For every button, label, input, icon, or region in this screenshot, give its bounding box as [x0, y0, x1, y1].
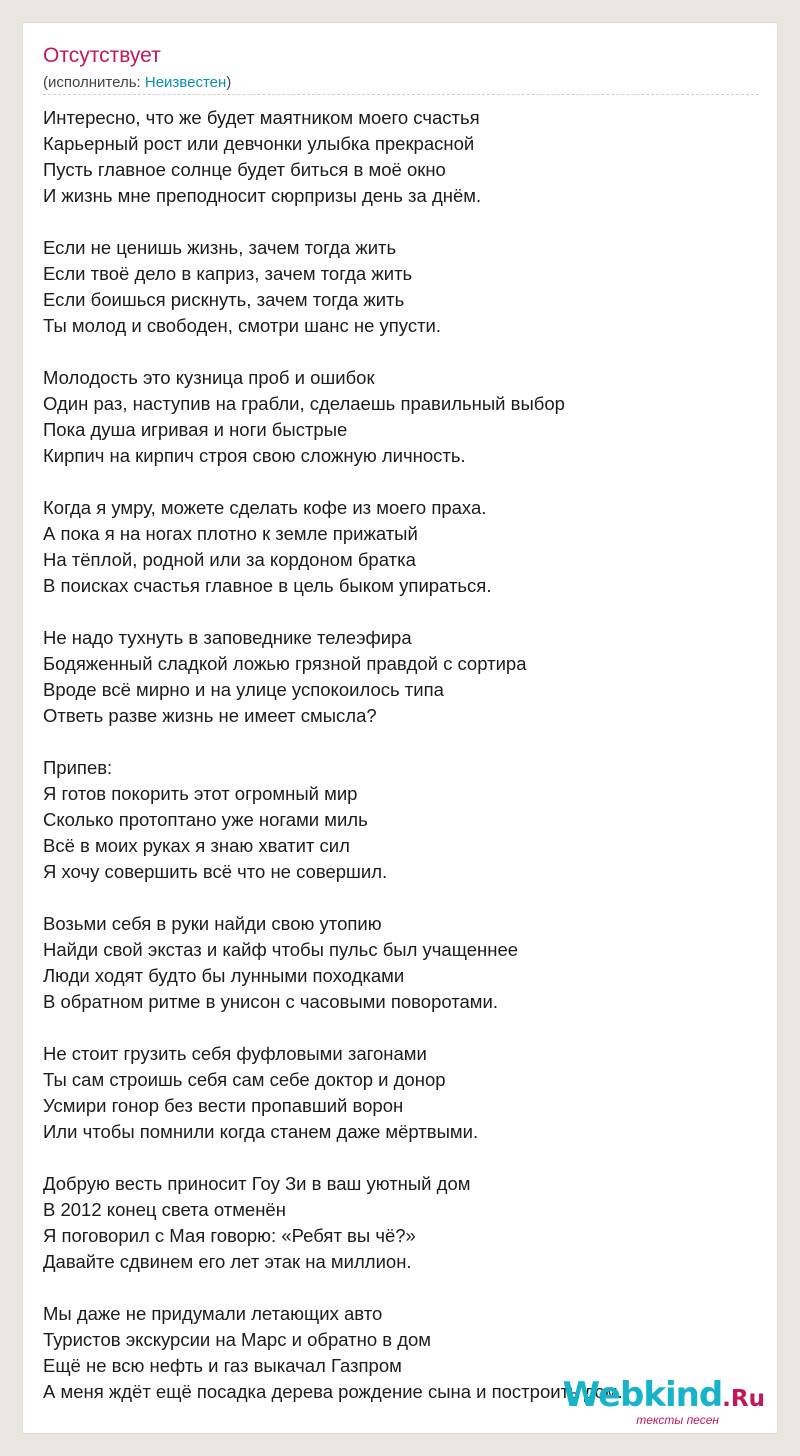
lyrics-text	[43, 105, 759, 1431]
lyric-line: Возьми себя в руки найди свою утопию	[43, 913, 382, 934]
lyric-line: Ты молод и свободен, смотри шанс не упусти.	[43, 315, 442, 336]
lyric-line: И жизнь мне преподносит сюрпризы день за днём.	[43, 185, 482, 206]
lyric-line: Усмири гонор без вести пропавший ворон	[43, 1095, 404, 1116]
lyric-line: Всё в моих руках я знаю хватит сил	[43, 835, 350, 856]
lyric-line: Ответь разве жизнь не имеет смысла?	[43, 705, 377, 726]
lyric-line: Если твоё дело в каприз, зачем тогда жить	[43, 263, 413, 284]
logo-tagline: тексты песен	[636, 1413, 719, 1427]
header-divider	[43, 94, 759, 95]
lyric-line: Бодяженный сладкой ложью грязной правдой с сортира	[43, 653, 527, 674]
lyric-line: Не стоит грузить себя фуфловыми загонами	[43, 1043, 427, 1064]
stanza	[43, 105, 759, 209]
lyric-line: Ты сам строишь себя сам себе доктор и донор	[43, 1069, 446, 1090]
lyric-line: А пока я на ногах плотно к земле прижатый	[43, 523, 418, 544]
lyric-line: А меня ждёт ещё посадка дерева рождение сына и построить дом.	[43, 1381, 623, 1402]
lyric-line: Найди свой экстаз и кайф чтобы пульс был учащеннее	[43, 939, 519, 960]
lyric-line: Когда я умру, можете сделать кофе из моего праха.	[43, 497, 487, 518]
stanza	[43, 755, 759, 885]
lyric-line: Вроде всё мирно и на улице успокоилось типа	[43, 679, 444, 700]
lyric-line: На тёплой, родной или за кордоном братка	[43, 549, 416, 570]
artist-suffix: )	[226, 74, 232, 91]
artist-prefix: (исполнитель:	[43, 74, 145, 91]
lyric-line: Пока душа игривая и ноги быстрые	[43, 419, 348, 440]
logo-suffix: .Ru	[722, 1386, 765, 1412]
lyric-line: Кирпич на кирпич строя свою сложную личность.	[43, 445, 466, 466]
lyric-line: Мы даже не придумали летающих авто	[43, 1303, 383, 1324]
lyric-line: Туристов экскурсии на Марс и обратно в дом	[43, 1329, 432, 1350]
lyric-line: Если не ценишь жизнь, зачем тогда жить	[43, 237, 397, 258]
lyric-line: Или чтобы помнили когда станем даже мёртвыми.	[43, 1121, 479, 1142]
lyric-line: В обратном ритме в унисон с часовыми поворотами.	[43, 991, 499, 1012]
lyric-line: Интересно, что же будет маятником моего счастья	[43, 107, 480, 128]
stanza	[43, 235, 759, 339]
stanza	[43, 625, 759, 729]
logo-main-text: Webkind	[562, 1375, 723, 1415]
lyric-line: Пусть главное солнце будет биться в моё окно	[43, 159, 446, 180]
artist-line	[43, 73, 231, 93]
stanza	[43, 1171, 759, 1275]
webkind-logo[interactable]	[562, 1373, 771, 1433]
lyric-line: Припев:	[43, 757, 113, 778]
stanza	[43, 495, 759, 599]
lyrics-card	[22, 22, 778, 1434]
lyric-line: Молодость это кузница проб и ошибок	[43, 367, 375, 388]
lyric-line: Добрую весть приносит Гоу Зи в ваш уютный дом	[43, 1173, 471, 1194]
lyric-line: Я хочу совершить всё что не совершил.	[43, 861, 388, 882]
lyric-line: Давайте сдвинем его лет этак на миллион.	[43, 1251, 412, 1272]
lyric-line: Сколько протоптано уже ногами миль	[43, 809, 368, 830]
lyric-line: В поисках счастья главное в цель быком упираться.	[43, 575, 492, 596]
lyric-line: Ещё не всю нефть и газ выкачал Газпром	[43, 1355, 402, 1376]
lyric-line: Не надо тухнуть в заповеднике телеэфира	[43, 627, 412, 648]
song-title: Отсутствует	[43, 44, 161, 67]
lyric-line: В 2012 конец света отменён	[43, 1199, 286, 1220]
stanza	[43, 911, 759, 1015]
lyric-line: Если боишься рискнуть, зачем тогда жить	[43, 289, 405, 310]
stanza	[43, 365, 759, 469]
lyric-line: Я поговорил с Мая говорю: «Ребят вы чё?»	[43, 1225, 416, 1246]
stanza	[43, 1041, 759, 1145]
lyric-line: Я готов покорить этот огромный мир	[43, 783, 358, 804]
lyric-line: Один раз, наступив на грабли, сделаешь правильный выбор	[43, 393, 565, 414]
lyric-line: Люди ходят будто бы лунными походками	[43, 965, 405, 986]
artist-link[interactable]: Неизвестен	[144, 74, 227, 91]
lyric-line: Карьерный рост или девчонки улыбка прекрасной	[43, 133, 475, 154]
